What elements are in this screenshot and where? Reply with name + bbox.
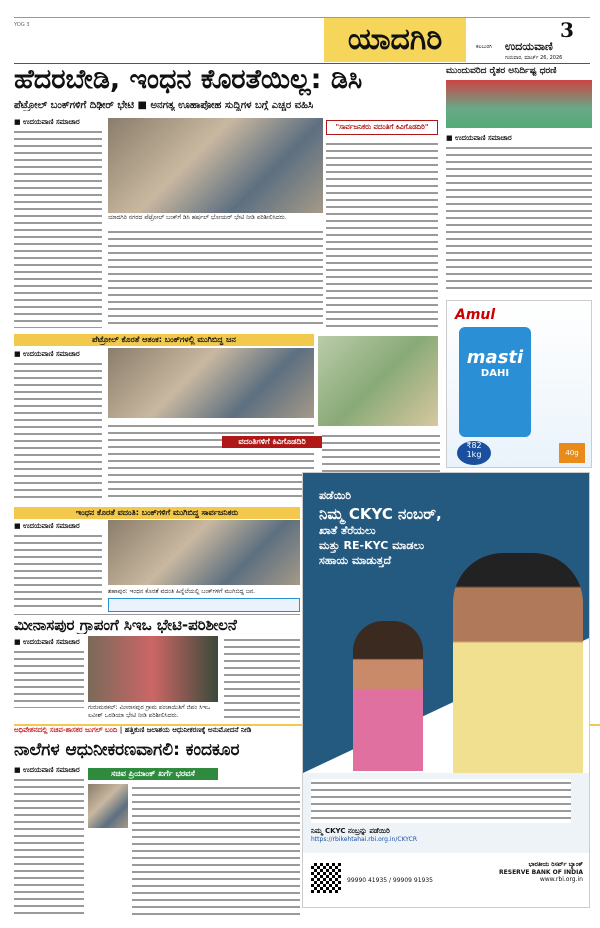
byline: ■ ಉದಯವಾಣಿ ಸಮಾಚಾರ (14, 350, 80, 358)
story4-body (14, 532, 102, 612)
man-figure (453, 553, 583, 773)
edition: ಕಲಬುರಗಿ (476, 44, 492, 50)
ad-line: ಪಡೆಯಿರಿ (319, 489, 352, 502)
side-body (326, 140, 438, 330)
ckyc-ad (302, 472, 590, 908)
story5-body (14, 648, 84, 708)
protest-photo (446, 80, 592, 128)
ad-phone: 99990 41935 / 99909 91935 (347, 877, 433, 884)
product-variant: DAHI (480, 368, 510, 379)
lead-caption: ಯಾದಗಿರಿ ನಗರದ ಪೆಟ್ರೋಲ್ ಬಂಕ್‌ಗೆ ಡಿಸಿ ಹರ್ಷಲ್ ಭೋಯರ್ ಭೇಟಿ ನೀಡಿ ಪರಿಶೀಲಿಸಿದರು. (108, 214, 287, 221)
story2-kicker: ಪೆಟ್ರೋಲ್ ಕೊರತೆ ಆತಂಕ: ಬಂಕ್‌ಗಳಲ್ಲಿ ಮುಗಿಬಿದ್ದ ಜನ (14, 334, 314, 346)
story2-photo (108, 348, 314, 418)
bank-en: RESERVE BANK OF INDIA (499, 869, 583, 876)
byline: ■ ಉದಯವಾಣಿ ಸಮಾಚಾರ (14, 522, 80, 530)
price-badge (457, 441, 491, 465)
woman-figure (353, 621, 423, 771)
size-badge: 40g (559, 443, 585, 463)
story4-kicker: ಇಂಧನ ಕೊರತೆ ವದಂತಿ: ಬಂಕ್‌ಗಳಿಗೆ ಮುಗಿಬಿದ್ದ ಸಾರ್ವಜನಿಕರು (14, 507, 300, 519)
story6-body (14, 776, 84, 916)
notice-box (108, 598, 300, 612)
ad-info-lines (311, 779, 571, 823)
lead-body-2 (108, 228, 323, 328)
story2-body (14, 360, 102, 500)
brand-logo: ಉದಯವಾಣಿ (505, 40, 553, 53)
story5-caption: ಗುರುಮಠಕಲ್: ಮೀನಾಸಪುರ ಗ್ರಾಮ ಪಂಚಾಯಿತಿಗೆ ಜಿಪಂ ಸಿಇಒ ಲವೀಶ್ ಒರಡಿಯಾ ಭೇಟಿ ನೀಡಿ ಪರಿಶೀಲಿಸಿದರು. (88, 704, 211, 719)
ad-url[interactable]: https://rbikehtahai.rbi.org.in/CKYCR (311, 836, 417, 843)
ad-text (319, 489, 442, 569)
byline: ■ ಉದಯವಾಣಿ ಸಮಾಚಾರ (14, 638, 80, 646)
lead-body (14, 128, 102, 328)
officials-photo (318, 336, 438, 426)
lead-photo (108, 118, 323, 213)
story4-caption: ಶಹಾಪುರ: ಇಂಧನ ಕೊರತೆ ವದಂತಿ ಹಿನ್ನೆಲೆಯಲ್ಲಿ ಬಂಕ್‌ಗಳಿಗೆ ಮುಗಿಬಿದ್ದ ಜನ. (108, 588, 256, 595)
date: ಗುರುವಾರ, ಮಾರ್ಚ್ 26, 2026 (505, 55, 563, 61)
quote-box: "ಸಾರ್ವಜನಿಕರು ವದಂತಿಗೆ ಕಿವಿಗೊಡದಿರಿ" (326, 120, 438, 135)
story4-photo (108, 520, 300, 585)
top-rule (14, 17, 590, 18)
strap-left: ಅಧಿವೇಶನದಲ್ಲಿ ಸಚಿವ-ಶಾಸಕರ ಜುಗಲ್ ಬಂದಿ (14, 726, 118, 734)
ad-line: ಖಾತೆ ತೆರೆಯಲು (319, 524, 376, 538)
right-body (446, 144, 592, 294)
story5-body-2 (224, 636, 300, 721)
lead-headline: ಹೆದರಬೇಡಿ, ಇಂಧನ ಕೊರತೆಯಿಲ್ಲ: ಡಿಸಿ (14, 64, 363, 95)
price: ₹82 (466, 441, 482, 450)
ad-line: ಮತ್ತು RE-KYC ಮಾಡಲು (319, 538, 425, 552)
lead-subhead: ಪೆಟ್ರೋಲ್ ಬಂಕ್‌ಗಳಿಗೆ ದಿಢೀರ್ ಭೇಟಿ ■ ಅನಗತ್ಯ ಊಹಾಪೋಹ ಸುದ್ದಿಗಳ ಬಗ್ಗೆ ಎಚ್ಚರ ವಹಿಸಿ (14, 100, 314, 111)
bank-web: www.rbi.org.in (539, 876, 583, 883)
story6-headline: ನಾಲೆಗಳ ಆಧುನೀಕರಣವಾಗಲಿ: ಕಂದಕೂರ (14, 740, 240, 760)
story2-body-2 (108, 422, 314, 502)
section-title: ಯಾದಗಿರಿ (324, 18, 466, 62)
story5-photo (88, 636, 218, 702)
right-headline: ಮುಂದುವರಿದ ರೈತರ ಅನಿರ್ದಿಷ್ಟ ಧರಣಿ (446, 66, 557, 76)
byline: ■ ಉದಯವಾಣಿ ಸಮಾಚಾರ (14, 118, 80, 126)
ad-footer: ನಿಮ್ಮ CKYC ನಂಬ್ರನ್ನು ಪಡೆಯಿರಿ (311, 827, 390, 835)
dahi-pack (459, 327, 531, 437)
bank-kn: ಭಾರತೀಯ ರಿಸರ್ವ್ ಬ್ಯಾಂಕ್ (528, 861, 583, 868)
qr-code (311, 863, 341, 893)
story6-body-2 (132, 784, 300, 916)
ad-line: ನಿಮ್ಮ CKYC ನಂಬರ್, (319, 504, 442, 523)
amul-logo: Amul (455, 307, 496, 323)
byline: ■ ಉದಯವಾಣಿ ಸಮಾಚಾರ (14, 766, 80, 774)
amul-ad (446, 300, 592, 468)
story3-kicker: ವದಂತಿಗಳಿಗೆ ಕಿವಿಗೊಡದಿರಿ (222, 436, 322, 448)
rbi-logo (483, 861, 583, 883)
story6-strap: ಅಧಿವೇಶನದಲ್ಲಿ ಸಚಿವ-ಶಾಸಕರ ಜುಗಲ್ ಬಂದಿ | ಹತ್ತಿಕುಣಿ ಜಲಾಶಯ ಆಧುನೀಕರಣಕ್ಕೆ ಅನುಮೋದನೆ ನೀಡಿ (14, 724, 600, 738)
strap-right: ಹತ್ತಿಕುಣಿ ಜಲಾಶಯ ಆಧುನೀಕರಣಕ್ಕೆ ಅನುಮೋದನೆ ನೀಡಿ (124, 726, 252, 734)
weight: 1kg (466, 450, 482, 459)
divider (14, 614, 300, 615)
story5-headline: ಮೀನಾಸಪುರ ಗ್ರಾಪಂಗೆ ಸಿಇಒ ಭೇಟಿ-ಪರಿಶೀಲನೆ (14, 616, 237, 634)
ad-info (303, 773, 589, 853)
minister-photo (88, 784, 128, 828)
page-number: 3 (560, 18, 574, 42)
byline: ■ ಉದಯವಾಣಿ ಸಮಾಚಾರ (446, 134, 512, 142)
page-code: YDG 3 (14, 22, 30, 28)
ad-line: ಸಹಾಯ ಮಾಡುತ್ತದೆ (319, 553, 392, 567)
story6-kicker: ಸಚಿವ ಪ್ರಿಯಾಂಕ್ ಖರ್ಗೆ ಭರವಸೆ (88, 768, 218, 780)
product-name: masti (466, 347, 524, 368)
